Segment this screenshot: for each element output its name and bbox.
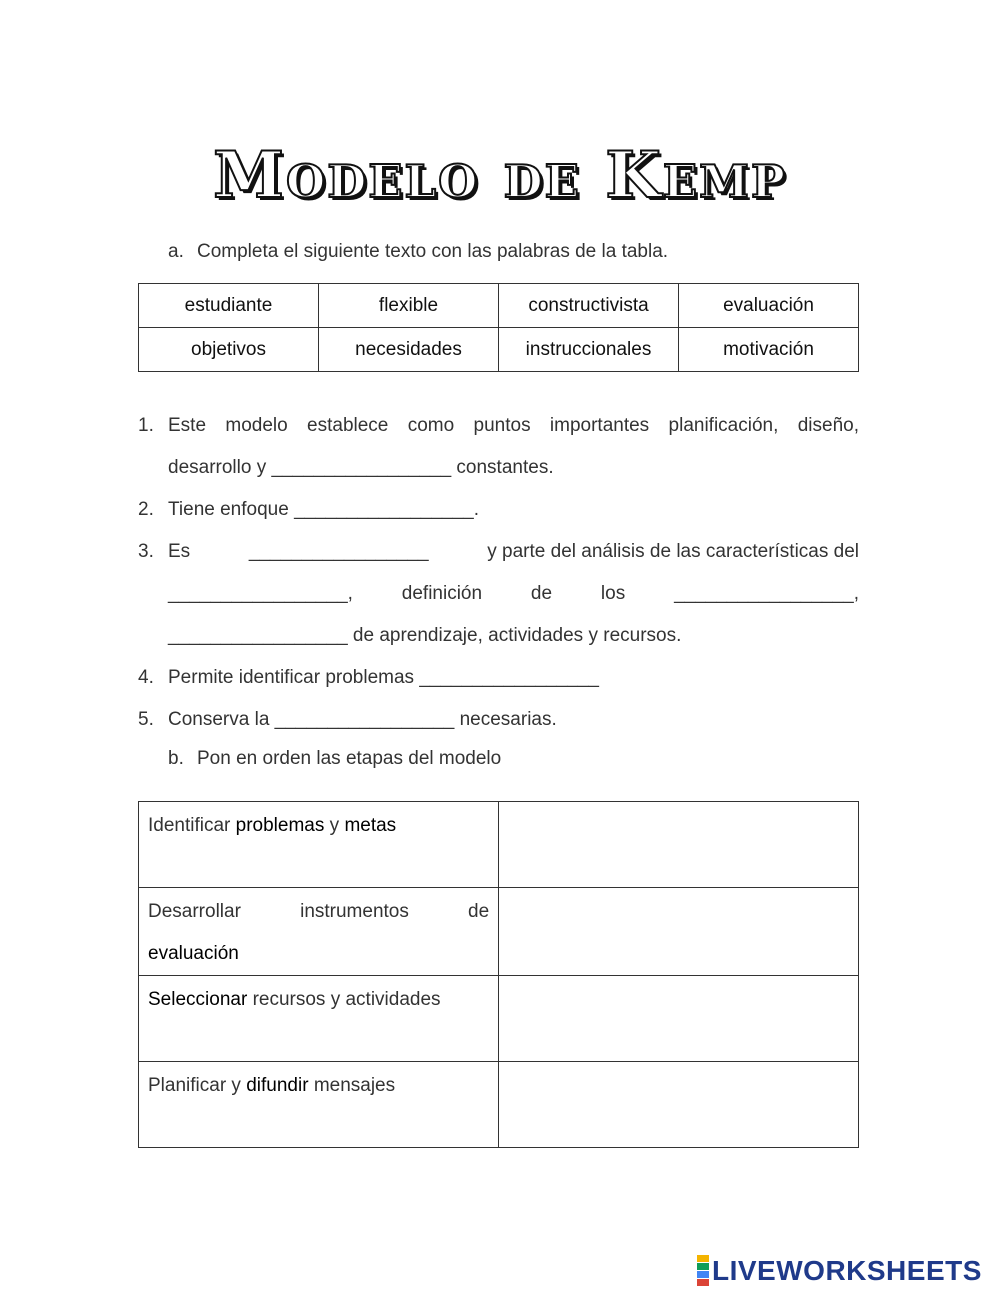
exercise-item-5: 5. Conserva la _________________ necesarias. — [138, 709, 557, 730]
exercise-item-2: 2. Tiene enfoque _________________. — [138, 499, 479, 520]
word-bank-row — [139, 284, 859, 328]
instruction-b — [168, 748, 501, 770]
blank-answer-8[interactable]: _________________ — [274, 709, 455, 730]
instruction-a-text: Completa el siguiente texto con las palabras de la tabla. — [197, 241, 669, 262]
word-bank-cell: necesidades — [319, 328, 499, 372]
stage-label: Desarrollar instrumentos de evaluación — [139, 888, 499, 976]
stage-label: Planificar y difundir mensajes — [139, 1062, 499, 1148]
word-bank-cell: constructivista — [499, 284, 679, 328]
blank-answer-6[interactable]: _________________ — [168, 625, 348, 646]
instruction-b-text: Pon en orden las etapas del modelo — [197, 748, 502, 769]
liveworksheets-logo[interactable] — [697, 1255, 982, 1287]
instruction-a-label: a. — [168, 241, 184, 262]
stage-row — [139, 1062, 859, 1148]
word-bank-cell: objetivos — [139, 328, 319, 372]
word-bank-cell: flexible — [319, 284, 499, 328]
stage-answer-box[interactable] — [499, 802, 859, 888]
page-title: Modelo de Kemp — [213, 138, 787, 213]
word-bank-cell: motivación — [679, 328, 859, 372]
blank-answer-3[interactable]: _________________ — [248, 541, 429, 562]
word-bank-cell: instruccionales — [499, 328, 679, 372]
stage-answer-box[interactable] — [499, 976, 859, 1062]
word-bank-table — [138, 283, 859, 372]
stage-label: Seleccionar recursos y actividades — [139, 976, 499, 1062]
exercise-item-3: 3. Es _________________ y parte del análisis de las características del _________________, definición de los _________________, _________________ de aprendizaje, actividades y recursos. — [138, 531, 859, 657]
stages-table — [138, 801, 859, 1148]
exercise-item-1: 1. Este modelo establece como puntos importantes planificación, diseño, desarrollo y _________________ constantes. — [138, 415, 859, 478]
stage-answer-box[interactable] — [499, 888, 859, 976]
word-bank-cell: estudiante — [139, 284, 319, 328]
exercise-item-4: 4. Permite identificar problemas _________________ — [138, 667, 599, 688]
stage-label: Identificar problemas y metas — [139, 802, 499, 888]
instruction-b-label: b. — [168, 748, 184, 769]
stage-row — [139, 888, 859, 976]
instruction-a — [168, 241, 668, 263]
word-bank-cell: evaluación — [679, 284, 859, 328]
logo-icon — [697, 1255, 709, 1287]
stage-row — [139, 802, 859, 888]
exercise-list — [138, 405, 859, 741]
logo-text: LIVEWORKSHEETS — [712, 1255, 982, 1286]
blank-answer-5[interactable]: _________________ — [674, 583, 854, 604]
stage-answer-box[interactable] — [499, 1062, 859, 1148]
blank-answer-2[interactable]: _________________ — [294, 499, 474, 520]
blank-answer-4[interactable]: _________________ — [168, 583, 348, 604]
blank-answer-1[interactable]: _________________ — [271, 457, 452, 478]
word-bank-row — [139, 328, 859, 372]
stage-row — [139, 976, 859, 1062]
blank-answer-7[interactable]: _________________ — [419, 667, 599, 688]
